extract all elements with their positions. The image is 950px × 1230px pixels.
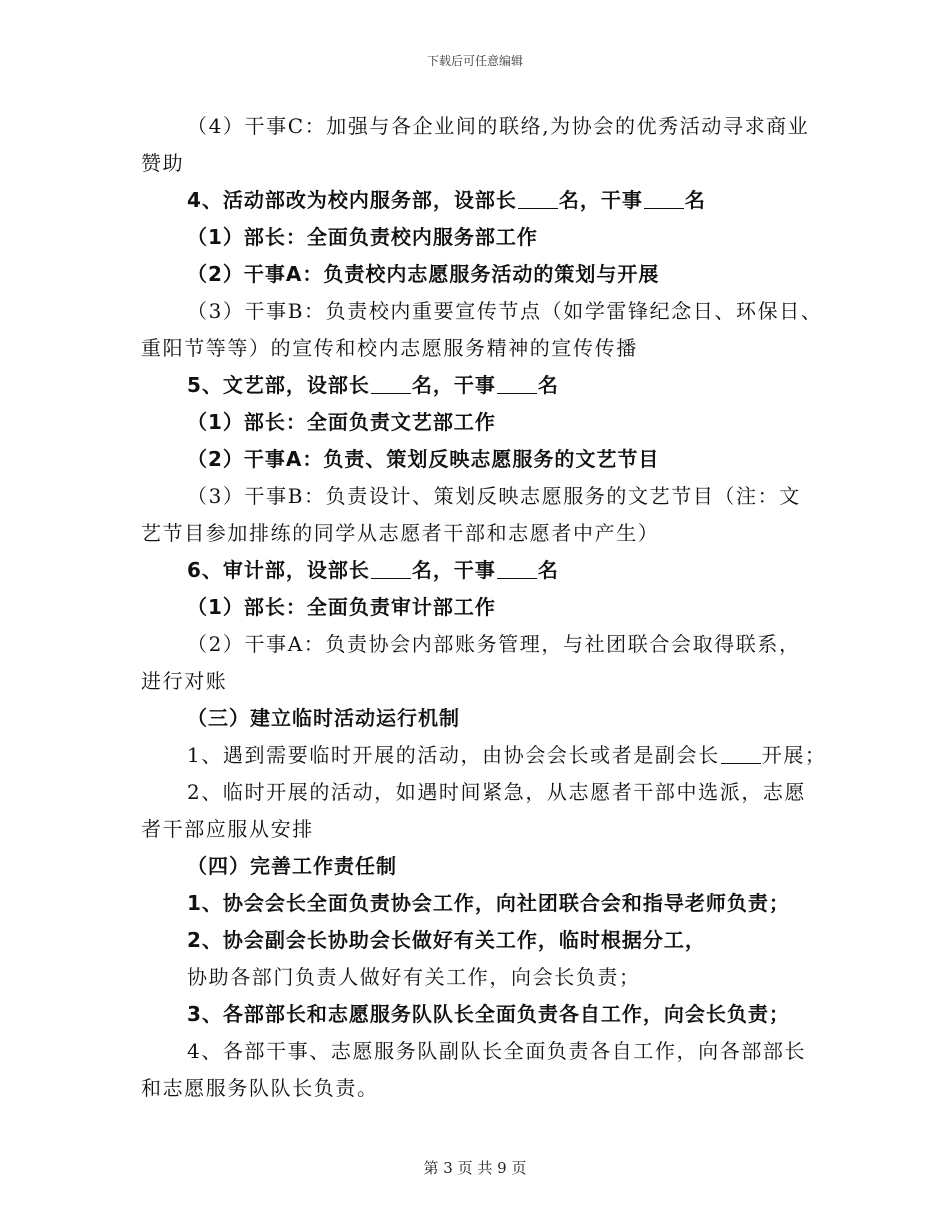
fill-blank [371, 392, 411, 394]
text-line: 3、各部部长和志愿服务队队长全面负责各自工作，向会长负责； [187, 1002, 790, 1026]
text-segment: 名 [537, 373, 559, 397]
page-number: 第 3 页 共 9 页 [423, 1159, 527, 1177]
text-segment: 开展； [761, 743, 827, 767]
text-segment: 6、审计部，设部长 [187, 558, 370, 582]
text-line: （4）干事C：加强与各企业间的联络,为协会的优秀活动寻求商业 [187, 114, 810, 138]
text-line: 1、协会会长全面负责协会工作，向社团联合会和指导老师负责； [187, 891, 790, 915]
text-line: （2）干事A：负责、策划反映志愿服务的文艺节目 [187, 447, 660, 471]
fill-blank [497, 392, 537, 394]
section-heading-temp-mechanism: （三）建立临时活动运行机制 [187, 706, 460, 730]
text-line: 进行对账 [141, 669, 228, 693]
text-line: （3）干事B：负责校内重要宣传节点（如学雷锋纪念日、环保日、 [187, 299, 823, 323]
text-line: （1）部长：全面负责校内服务部工作 [187, 225, 538, 249]
text-segment: 名，干事 [411, 558, 496, 582]
fill-blank [721, 762, 761, 764]
section-heading-activity-dept [187, 187, 706, 213]
fill-blank [497, 577, 537, 579]
text-line: （3）干事B：负责设计、策划反映志愿服务的文艺节目（注：文 [187, 484, 801, 508]
section-heading-arts-dept [187, 372, 559, 398]
text-line: 和志愿服务队队长负责。 [141, 1076, 379, 1100]
text-line: （1）部长：全面负责文艺部工作 [187, 410, 496, 434]
fill-blank [518, 207, 558, 209]
text-segment: 名，干事 [558, 188, 643, 212]
text-line: 赞助 [141, 151, 185, 175]
text-line: 协助各部门负责人做好有关工作，向会长负责； [187, 965, 641, 989]
text-line: （1）部长：全面负责审计部工作 [187, 595, 496, 619]
text-segment: 名 [684, 188, 706, 212]
text-segment: 1、遇到需要临时开展的活动，由协会会长或者是副会长 [187, 743, 720, 767]
text-line: 2、协会副会长协助会长做好有关工作，临时根据分工， [187, 928, 706, 952]
text-line: 2、临时开展的活动，如遇时间紧急，从志愿者干部中选派，志愿 [187, 780, 807, 804]
text-line [187, 742, 827, 768]
text-line: 者干部应服从安排 [141, 817, 314, 841]
text-segment: 4、活动部改为校内服务部，设部长 [187, 188, 517, 212]
fill-blank [644, 207, 684, 209]
text-line: （2）干事A：负责校内志愿服务活动的策划与开展 [187, 262, 660, 286]
text-line: 艺节目参加排练的同学从志愿者干部和志愿者中产生） [141, 521, 660, 545]
text-segment: 名，干事 [411, 373, 496, 397]
section-heading-responsibility: （四）完善工作责任制 [187, 854, 397, 878]
page-header-note: 下载后可任意编辑 [426, 54, 523, 68]
text-line: 4、各部干事、志愿服务队副队长全面负责各自工作，向各部部长 [187, 1039, 807, 1063]
section-heading-audit-dept [187, 557, 559, 583]
fill-blank [371, 577, 411, 579]
text-line: 重阳节等等）的宣传和校内志愿服务精神的宣传传播 [141, 336, 638, 360]
text-segment: 5、文艺部，设部长 [187, 373, 370, 397]
text-line: （2）干事A：负责协会内部账务管理，与社团联合会取得联系， [187, 632, 801, 656]
text-segment: 名 [537, 558, 559, 582]
